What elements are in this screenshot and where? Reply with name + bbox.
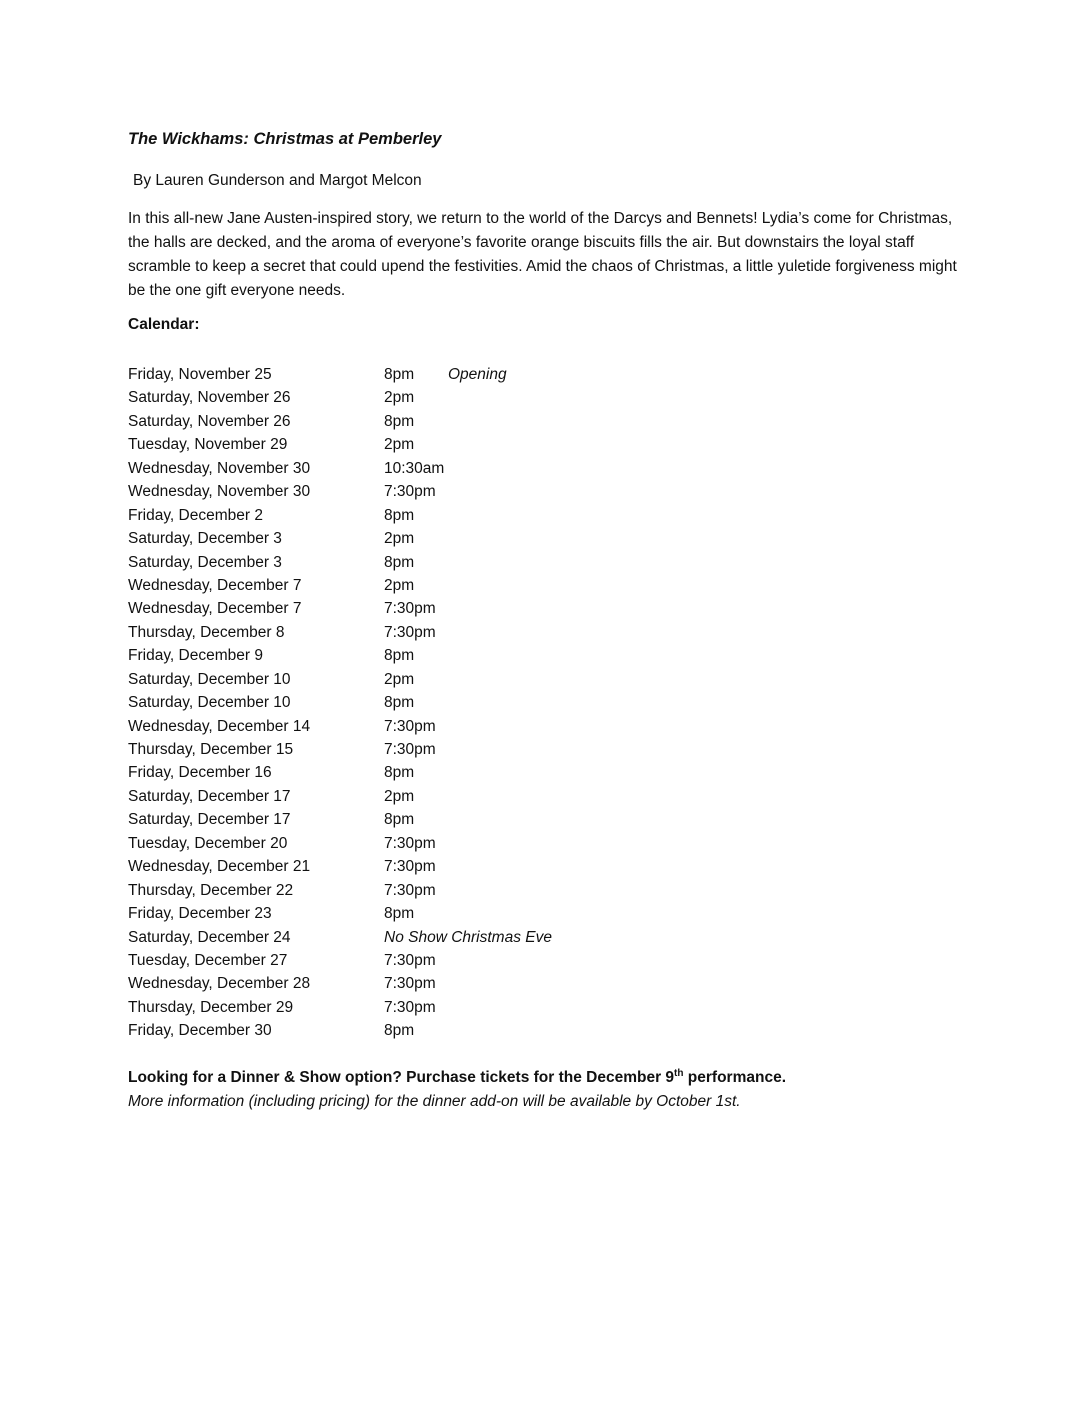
schedule-day: Saturday, December 10 [128, 670, 291, 688]
schedule-row [128, 386, 728, 409]
schedule-day: Friday, November 25 [128, 366, 272, 383]
page-title: The Wickhams: Christmas at Pemberley [128, 130, 442, 148]
byline: By Lauren Gunderson and Margot Melcon [133, 172, 422, 189]
schedule-row [128, 949, 728, 972]
schedule-row [128, 621, 728, 644]
calendar-heading: Calendar: [128, 316, 200, 333]
schedule-day: Thursday, December 15 [128, 741, 294, 758]
schedule-time: 7:30pm [384, 951, 436, 969]
schedule-time: 7:30pm [384, 483, 436, 501]
schedule-row [128, 902, 728, 925]
schedule-day: Wednesday, December 14 [128, 717, 311, 735]
schedule-day: Wednesday, November 30 [128, 483, 311, 501]
schedule-time: 7:30pm [384, 741, 436, 758]
schedule-day: Tuesday, December 20 [128, 834, 288, 852]
schedule-row [128, 926, 728, 949]
schedule-day: Friday, December 30 [128, 1022, 272, 1040]
schedule-day: Saturday, November 26 [128, 412, 291, 430]
schedule-list [128, 363, 728, 1043]
schedule-note: Opening [448, 366, 507, 383]
schedule-day: Saturday, November 26 [128, 389, 291, 407]
schedule-time: 2pm [384, 389, 415, 407]
schedule-row [128, 996, 728, 1019]
schedule-time: 10:30am [384, 459, 445, 477]
schedule-time: 8pm [384, 366, 415, 383]
schedule-time: 7:30pm [384, 834, 436, 852]
schedule-day: Friday, December 2 [128, 506, 263, 524]
schedule-day: Saturday, December 3 [128, 530, 282, 548]
schedule-day: Saturday, December 17 [128, 787, 291, 805]
description-paragraph: In this all-new Jane Austen-inspired story, we return to the world of the Darcys and Bennets! Lydia’s come for Christmas, the halls are decked, and the aroma of everyone’s favorite orange biscuits fills the air. But downstairs the loyal staff scramble to keep a secret that could upend the festivities. Amid the chaos of Christmas, a little yuletide forgiveness might be the one gift everyone needs. [128, 210, 957, 299]
schedule-row [128, 738, 728, 761]
schedule-row [128, 480, 728, 503]
dinner-note-superscript: th [674, 1067, 684, 1079]
schedule-day: Saturday, December 17 [128, 811, 291, 829]
schedule-day: Tuesday, December 27 [128, 951, 288, 969]
schedule-row [128, 832, 728, 855]
schedule-row [128, 410, 728, 433]
schedule-day: Wednesday, December 21 [128, 858, 311, 876]
schedule-row [128, 433, 728, 456]
schedule-day: Thursday, December 22 [128, 881, 294, 899]
schedule-row [128, 668, 728, 691]
dinner-note-suffix: performance. [683, 1069, 787, 1086]
schedule-time: 7:30pm [384, 858, 436, 876]
schedule-time: 8pm [384, 506, 415, 524]
schedule-time: 7:30pm [384, 623, 436, 641]
schedule-day: Saturday, December 24 [128, 928, 291, 946]
schedule-time: 8pm [384, 647, 415, 665]
schedule-time: 8pm [384, 694, 415, 712]
schedule-row [128, 761, 728, 784]
schedule-row [128, 785, 728, 808]
schedule-time: 2pm [384, 530, 415, 548]
schedule-time: 8pm [384, 811, 415, 829]
schedule-day: Saturday, December 3 [128, 553, 282, 571]
schedule-time: 7:30pm [384, 998, 436, 1016]
schedule-row [128, 972, 728, 995]
schedule-row [128, 551, 728, 574]
schedule-row [128, 457, 728, 480]
schedule-day: Thursday, December 29 [128, 998, 294, 1016]
schedule-row [128, 1019, 728, 1042]
schedule-day: Tuesday, November 29 [128, 436, 288, 454]
schedule-time: 8pm [384, 553, 415, 571]
schedule-row [128, 715, 728, 738]
schedule-time: 8pm [384, 1022, 415, 1040]
schedule-day: Friday, December 9 [128, 647, 263, 665]
schedule-row [128, 879, 728, 902]
dinner-show-note [128, 1069, 786, 1087]
schedule-day: Friday, December 16 [128, 764, 272, 782]
schedule-row [128, 808, 728, 831]
schedule-row [128, 527, 728, 550]
schedule-row [128, 855, 728, 878]
schedule-row [128, 597, 728, 620]
schedule-time: 2pm [384, 436, 415, 454]
schedule-time: No Show Christmas Eve [384, 928, 552, 946]
schedule-day: Wednesday, December 7 [128, 600, 302, 618]
schedule-time: 7:30pm [384, 881, 436, 899]
schedule-time: 2pm [384, 670, 415, 688]
schedule-time: 8pm [384, 764, 415, 782]
schedule-time: 2pm [384, 576, 415, 594]
more-info-note: More information (including pricing) for the dinner add-on will be available by October 1st. [128, 1093, 741, 1110]
dinner-note-text: Looking for a Dinner & Show option? Purchase tickets for the December 9 [128, 1069, 675, 1086]
schedule-time: 8pm [384, 412, 415, 430]
schedule-time: 8pm [384, 905, 415, 923]
schedule-day: Wednesday, December 7 [128, 576, 302, 594]
schedule-row [128, 504, 728, 527]
schedule-row [128, 691, 728, 714]
schedule-time: 7:30pm [384, 717, 436, 735]
schedule-day: Wednesday, December 28 [128, 975, 311, 993]
schedule-day: Saturday, December 10 [128, 694, 291, 712]
schedule-day: Wednesday, November 30 [128, 459, 311, 477]
schedule-time: 2pm [384, 787, 415, 805]
schedule-row [128, 363, 728, 386]
schedule-time: 7:30pm [384, 600, 436, 618]
schedule-day: Friday, December 23 [128, 905, 272, 923]
schedule-day: Thursday, December 8 [128, 623, 285, 641]
schedule-row [128, 644, 728, 667]
schedule-row [128, 574, 728, 597]
schedule-time: 7:30pm [384, 975, 436, 993]
